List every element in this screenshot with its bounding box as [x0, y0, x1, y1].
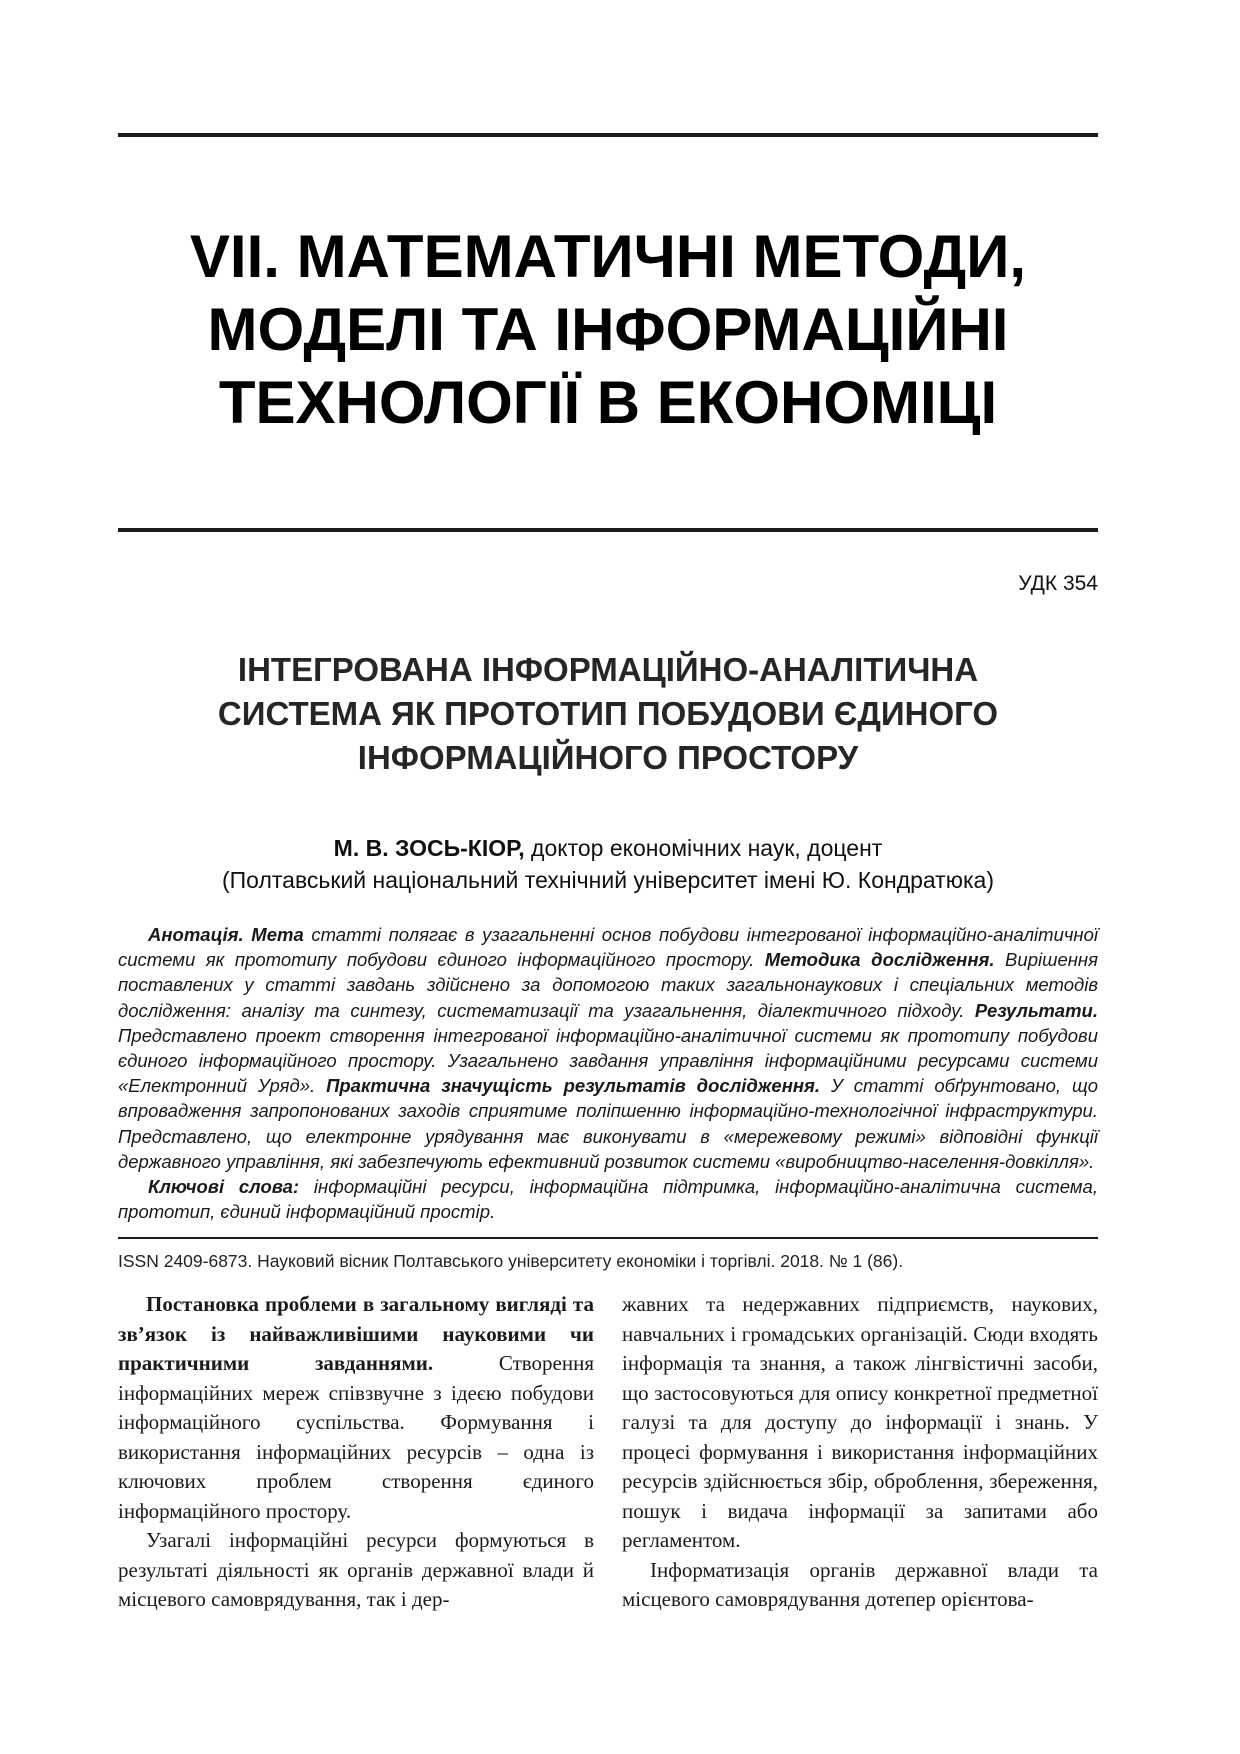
article-title: [118, 648, 1098, 780]
article-title-line: СИСТЕМА ЯК ПРОТОТИП ПОБУДОВИ ЄДИНОГО: [217, 695, 999, 732]
article-title-line: ІНФОРМАЦІЙНОГО ПРОСТОРУ: [357, 739, 859, 776]
abstract-aim-label: Мета: [251, 924, 304, 945]
author-affiliation: (Полтавський національний технічний університет імені Ю. Кондратюка): [221, 867, 994, 893]
keywords-text: інформаційні ресурси, інформаційна підтримка, інформаційно-аналітична система, прототип, єдиний інформаційний простір.: [118, 1176, 1098, 1223]
keywords-label: Ключові слова:: [148, 1176, 300, 1198]
abstract-results-label: Результати.: [974, 999, 1098, 1021]
udc-code: УДК 354: [1018, 572, 1098, 595]
article-title-line: ІНТЕГРОВАНА ІНФОРМАЦІЙНО-АНАЛІТИЧНА: [237, 651, 979, 688]
abstract-practical-label: Практична значущість результатів дослідження.: [326, 1075, 821, 1097]
body-text: Створення інформаційних мереж співзвучне з ідеєю побудови інформаційного суспільства. Формування і використання інформаційних ресурсів – одна із ключових проблем створення єдиного інформаційного простору.: [118, 1351, 594, 1523]
body-paragraph: [118, 1290, 594, 1526]
body-column-right: [622, 1290, 1098, 1615]
author-name: М. В. ЗОСЬ-КІОР,: [333, 835, 525, 861]
body-paragraph: Інформатизація органів державної влади та місцевого самоврядування дотепер орієнтова-: [622, 1557, 1098, 1611]
author-line: [118, 832, 1098, 864]
journal-footer: ISSN 2409-6873. Науковий вісник Полтавського університету економіки і торгівлі. 2018. № 1 (86).: [118, 1251, 904, 1271]
section-title-line: МОДЕЛІ ТА ІНФОРМАЦІЙНІ: [207, 296, 1009, 363]
abstract-label: Анотація.: [148, 924, 244, 945]
body-paragraph: жавних та недержавних підприємств, наукових, навчальних і громадських організацій. Сюди входять інформація та знання, а також лінгвістичні засоби, що застосовуються для опису конкретної предметної галузі та для доступу до інформації і знань. У процесі формування і використання інформаційних ресурсів здійснюється збір, оброблення, збереження, пошук і видача інформації за запитами або регламентом.: [622, 1292, 1098, 1552]
problem-statement-heading: Постановка проблеми в загальному вигляді та зв’язок із найважливішими науковими чи практичними завданнями.: [118, 1292, 594, 1375]
abstract-practical-text: У статті обґрунтовано, що впровадження запропонованих заходів сприятиме поліпшенню інформаційно-технологічної інфраструктури. Представлено, що електронне урядування має виконувати в «мережевому режимі» відповідні функції державного управління, які забезпечують ефективний розвиток системи «виробництво-населення-довкілля».: [118, 1075, 1098, 1172]
keywords-paragraph: [118, 1174, 1098, 1224]
author-degree: доктор економічних наук, доцент: [524, 835, 883, 861]
abstract-aim-text: статті полягає в узагальненні основ побудови інтегрованої інформаційно-аналітичної системи як прототипу побудови єдиного інформаційного простору.: [118, 924, 1099, 971]
section-title-line: ТЕХНОЛОГІЇ В ЕКОНОМІЦІ: [218, 369, 998, 436]
body-paragraph: Узагалі інформаційні ресурси формуються в результаті діяльності як органів державної влади й місцевого самоврядування, так і дер-: [118, 1528, 594, 1611]
section-title-line: VII. МАТЕМАТИЧНІ МЕТОДИ,: [189, 223, 1027, 290]
abstract-method-label: Методика дослідження.: [764, 949, 995, 971]
section-title: [118, 220, 1098, 439]
section-rule: [118, 528, 1098, 532]
footer-rule: [118, 1237, 1098, 1239]
body-column-left: [118, 1290, 594, 1615]
abstract-results-text: Представлено проект створення інтегрованої інформаційно-аналітичної системи як прототипу побудови єдиного інформаційного простору. Узагальнено завдання управління інформаційними ресурсами системи «Електронний Уряд».: [118, 1024, 1098, 1097]
top-rule: [118, 133, 1098, 137]
abstract-paragraph: [118, 922, 1098, 1174]
abstract-method-text: Вирішення поставлених у статті завдань здійснено за допомогою таких загальнонаукових і спеціальних методів дослідження: аналізу та синтезу, систематизації та узагальнення, діалектичного підходу.: [118, 949, 1098, 1021]
abstract: [118, 922, 1098, 1224]
